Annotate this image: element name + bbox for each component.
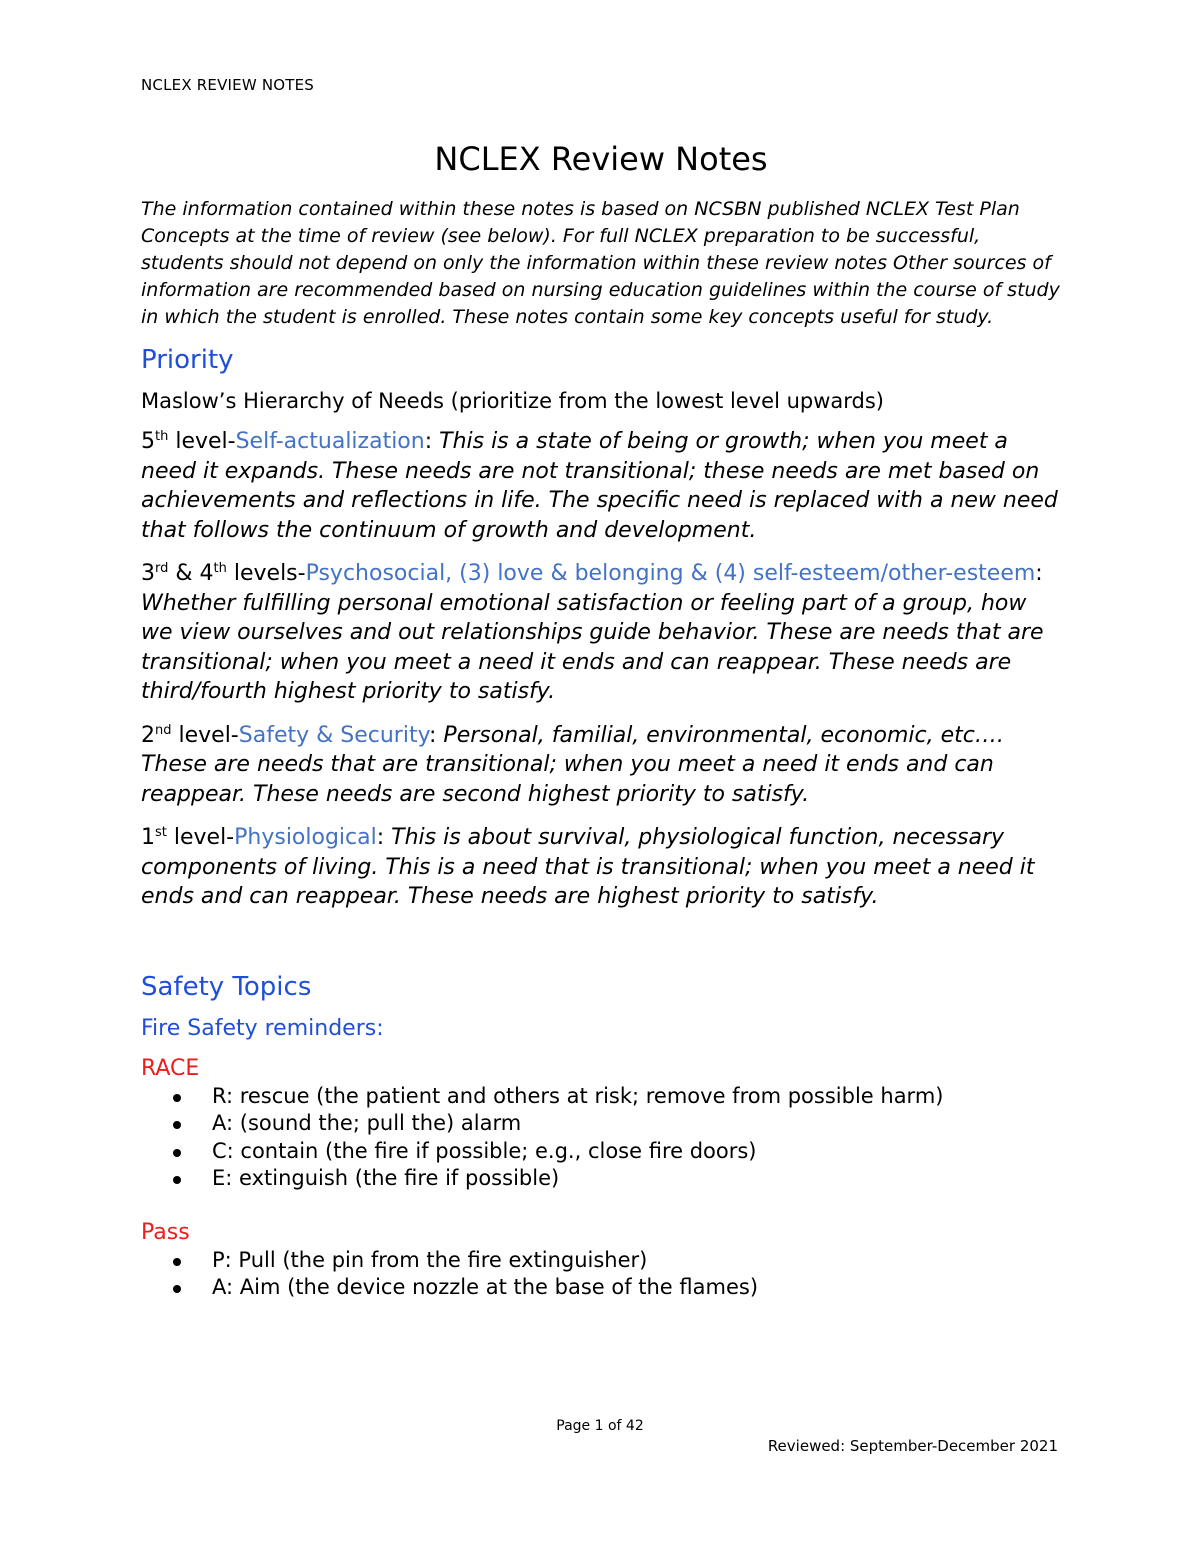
level-label: Safety & Security [238, 722, 430, 748]
level-number: 2 [141, 722, 155, 748]
level-number-2: 4 [199, 561, 214, 586]
level-description: Personal, familial, environmental, economic, etc…. These are needs that are transitional; when you meet a need it ends and can reappear. These needs are second highest priority to satisfy. [141, 722, 1004, 807]
bullet-icon [173, 1094, 181, 1102]
maslow-subheading: Maslow’s Hierarchy of Needs (prioritize from the lowest level upwards) [141, 389, 884, 413]
list-item [141, 1138, 1061, 1166]
level-colon: : [1035, 561, 1043, 586]
list-item [141, 1165, 1061, 1193]
list-item [141, 1274, 1061, 1302]
safety-topics-heading: Safety Topics [141, 971, 312, 1002]
level-ordinal: st [155, 825, 167, 840]
document-title: NCLEX Review Notes [434, 140, 768, 178]
level-number: 1 [141, 825, 155, 850]
level-label: Psychosocial, (3) love & belonging & (4) self-esteem/other-esteem [305, 561, 1036, 586]
race-list [141, 1083, 1061, 1193]
running-header: NCLEX REVIEW NOTES [141, 76, 315, 94]
reviewed-date: Reviewed: September-December 2021 [767, 1437, 1058, 1455]
level-ordinal: nd [155, 722, 172, 738]
page-number: Page 1 of 42 [556, 1418, 644, 1434]
level-ordinal-2: th [213, 561, 227, 576]
level-label: Self-actualization [235, 429, 425, 454]
level-description: This is about survival, physiological function, necessary components of living. This is a need that is transitional; when you meet a need it ends and can reappear. These needs are highest priority to satisfy. [141, 825, 1035, 909]
level-ordinal: rd [155, 561, 169, 576]
list-item-text: R: rescue (the patient and others at risk; remove from possible harm) [212, 1083, 944, 1108]
pass-label: Pass [141, 1219, 190, 1245]
list-item-text: E: extinguish (the fire if possible) [212, 1166, 560, 1190]
bullet-icon [173, 1285, 181, 1293]
list-item-text: A: Aim (the device nozzle at the base of the flames) [212, 1275, 759, 1299]
fire-safety-subheading: Fire Safety reminders: [141, 1015, 384, 1041]
list-item-text: C: contain (the fire if possible; e.g., close fire doors) [212, 1138, 757, 1163]
priority-heading: Priority [141, 345, 234, 375]
maslow-level-3-4 [141, 559, 1061, 707]
document-body [141, 140, 1061, 1328]
bullet-icon [173, 1121, 181, 1129]
level-label: Physiological [234, 825, 377, 850]
list-item-text: P: Pull (the pin from the fire extinguisher) [212, 1247, 648, 1272]
level-description: This is a state of being or growth; when you meet a need it expands. These needs are not transitional; these needs are met based on achievements and reflections in life. The specific need is replaced with a new need that follows the continuum of growth and development. [141, 429, 1058, 543]
level-colon: : [429, 722, 444, 748]
level-suffix: levels- [226, 561, 306, 586]
maslow-level-5 [141, 427, 1061, 545]
level-ordinal: th [155, 429, 169, 444]
pass-list [141, 1247, 1061, 1302]
level-number: 5 [141, 429, 155, 454]
level-number: 3 [141, 561, 155, 586]
level-suffix: level- [168, 429, 236, 454]
list-item-text: A: (sound the; pull the) alarm [212, 1111, 522, 1135]
intro-paragraph: The information contained within these notes is based on NCSBN published NCLEX Test Plan Concepts at the time of review (see below). For full NCLEX preparation to be successful, students should not depend on only the information within these review notes Other sources of information are recommended based on nursing education guidelines within the course of study in which the student is enrolled. These notes contain some key concepts useful for study. [141, 198, 1060, 328]
bullet-icon [173, 1176, 181, 1184]
level-suffix: level- [171, 722, 239, 748]
maslow-level-1 [141, 823, 1061, 912]
maslow-level-2 [141, 721, 1061, 810]
level-colon: : [424, 429, 440, 454]
level-joiner: & [168, 561, 200, 586]
bullet-icon [173, 1149, 181, 1157]
level-colon: : [376, 825, 392, 850]
race-label: RACE [141, 1055, 200, 1081]
bullet-icon [173, 1258, 181, 1266]
section-spacer [141, 926, 1061, 972]
list-item [141, 1247, 1061, 1275]
list-item [141, 1110, 1061, 1138]
level-description: Whether fulfilling personal emotional satisfaction or feeling part of a group, how we view ourselves and out relationships guide behavior. These are needs that are transitional; when you meet a need it ends and can reappear. These needs are third/fourth highest priority to satisfy. [141, 590, 1044, 704]
level-suffix: level- [166, 825, 235, 850]
list-item [141, 1083, 1061, 1111]
